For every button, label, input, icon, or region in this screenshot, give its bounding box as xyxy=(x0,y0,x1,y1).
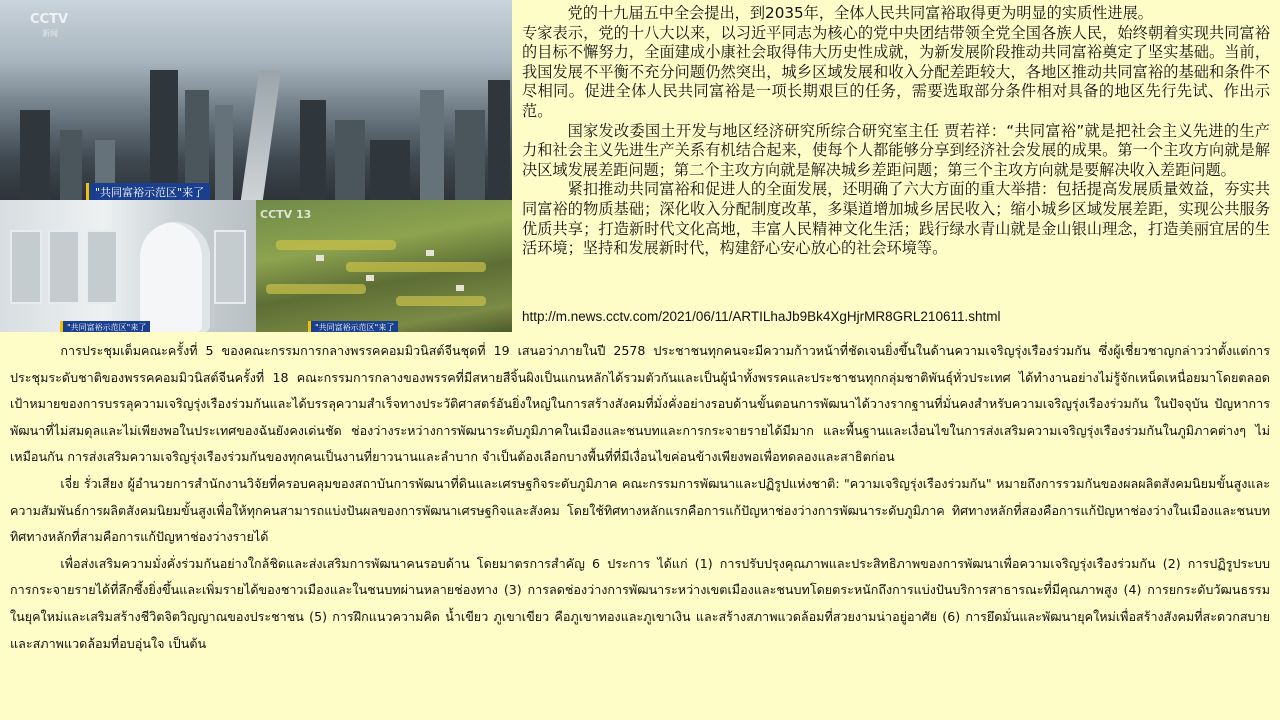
city-skyline-photo xyxy=(0,0,512,200)
photo-machine xyxy=(214,230,246,304)
cctv-logo-sub: 新闻 xyxy=(42,29,58,38)
photo-building xyxy=(150,70,178,200)
photo-building xyxy=(300,100,326,200)
photo-machine xyxy=(86,230,118,304)
video-caption: "共同富裕示范区"来了 xyxy=(60,321,150,332)
chinese-paragraph-4: 紧扣推动共同富裕和促进人的全面发展，还明确了六大方面的重大举措：包括提高发展质量效益，夯实共同富裕的物质基础；深化收入分配制度改革，多渠道增加城乡居民收入；缩小城乡区域发展差距，实现公共服务优质共享；打造新时代文化高地，丰富人民精神文化生活；践行绿水青山就是金山银山理念，打造美丽宜居的生活环境；坚持和发展新时代，构建舒心安心放心的社会环境等。 xyxy=(522,180,1270,258)
photo-house xyxy=(456,285,464,291)
photo-building xyxy=(215,105,233,200)
news-photo-collage xyxy=(0,0,512,332)
thai-paragraph-2: เจี่ย รั่วเสียง ผู้อำนวยการสำนักงานวิจัยที่ครอบคลุมของสถาบันการพัฒนาที่ดินและเศรษฐกิจระดับภูมิภาค คณะกรรมการพัฒนาและปฏิรูปแห่งชาติ: "ความเจริญรุ่งเรืองร่วมกัน" หมายถึงการรวมกันของผลผลิตสังคมนิยมขั้นสูงและความสัมพันธ์การผลิตสังคมนิยมขั้นสูงเพื่อให้ทุกคนสามารถแบ่งปันผลของการพัฒนาเศรษฐกิจและสังคม โดยใช้ทิศทางหลักแรกคือการแก้ปัญหาช่องว่างการพัฒนาระดับภูมิภาค ทิศทางหลักที่สองคือการแก้ปัญหาช่องว่างในเมืองและชนบท ทิศทางหลักที่สามคือการแก้ปัญหาช่องว่างรายได้ xyxy=(10,475,1270,545)
chinese-paragraph-3: 国家发改委国土开发与地区经济研究所综合研究室主任 贾若祥：“共同富裕”就是把社会主义先进的生产力和社会主义先进生产关系有机结合起来，使每个人都能够分享到经济社会发展的成果。第一个主攻方向就是解决区域发展差距问题；第二个主攻方向就是解决城乡差距问题；第三个主攻方向就是要解决收入差距问题。 xyxy=(522,121,1270,179)
video-caption: "共同富裕示范区"来了 xyxy=(308,321,398,332)
photo-field xyxy=(346,262,486,272)
photo-machine xyxy=(10,230,42,304)
village-aerial-photo xyxy=(256,200,512,332)
thai-paragraph-1: การประชุมเต็มคณะครั้งที่ 5 ของคณะกรรมการกลางพรรคคอมมิวนิสต์จีนชุดที่ 19 เสนอว่าภายในปี 2578 ประชาชนทุกคนจะมีความก้าวหน้าที่ชัดเจนยิ่งขึ้นในด้านความเจริญรุ่งเรืองร่วมกัน ซึ่งผู้เชี่ยวชาญกล่าวว่าตั้งแต่การประชุมระดับชาติของพรรคคอมมิวนิสต์จีนครั้งที่ 18 คณะกรรมการกลางของพรรคที่มีสหายสีจิ้นผิงเป็นแกนหลักได้รวมตัวกันและเป็นผู้นำทั้งพรรคและประชาชนทุกกลุ่มชาติพันธุ์ทั่วประเทศ ได้ทำงานอย่างไม่รู้จักเหน็ดเหนื่อยมาโดยตลอด เป้าหมายของการบรรลุความเจริญรุ่งเรืองร่วมกันและได้บรรลุความสำเร็จทางประวัติศาสตร์อันยิ่งใหญ่ในการสร้างสังคมที่มั่งคั่งอย่างรอบด้านขั้นตอนการพัฒนาได้วางรากฐานที่มั่นคงสำหรับความเจริญรุ่งเรืองร่วมกัน ในปัจจุบัน ปัญหาการพัฒนาที่ไม่สมดุลและไม่เพียงพอในประเทศของฉันยังคงเด่นชัด ช่องว่างระหว่างการพัฒนาระดับภูมิภาคในเมืองและชนบทและการกระจายรายได้มีมาก และพื้นฐานและเงื่อนไขในการส่งเสริมความเจริญรุ่งเรืองร่วมกันในภูมิภาคต่างๆ ไม่เหมือนกัน การส่งเสริมความเจริญรุ่งเรืองร่วมกันของทุกคนเป็นงานที่ยาวนานและลำบาก จำเป็นต้องเลือกบางพื้นที่ที่มีเงื่อนไขค่อนข้างเพียงพอเพื่อทดลองและสาธิตก่อน xyxy=(10,343,1270,465)
photo-building xyxy=(455,110,485,200)
photo-field xyxy=(266,284,366,294)
photo-house xyxy=(426,250,434,256)
chinese-paragraph-1: 党的十九届五中全会提出，到2035年，全体人民共同富裕取得更为明显的实质性进展。 xyxy=(567,4,1153,22)
photo-house xyxy=(316,255,324,261)
photo-machine xyxy=(48,230,80,304)
cctv-logo: CCTV xyxy=(30,12,69,27)
thai-translation xyxy=(10,338,1270,657)
cleanroom-worker xyxy=(140,222,210,332)
video-caption: "共同富裕示范区"来了 xyxy=(86,183,210,200)
chinese-paragraph-2: 专家表示，党的十八大以来，以习近平同志为核心的党中央团结带领全党全国各族人民，始终朝着实现共同富裕的目标不懈努力，全面建成小康社会取得伟大历史性成就，为新发展阶段推动共同富裕奠定了坚实基础。当前，我国发展不平衡不充分问题仍然突出，城乡区域发展和收入分配差距较大，各地区推动共同富裕的基础和条件不尽相同。促进全体人民共同富裕是一项长期艰巨的任务，需要选取部分条件相对具备的地区先行先试、作出示范。 xyxy=(522,23,1270,120)
source-url[interactable]: http://m.news.cctv.com/2021/06/11/ARTILhaJb9Bk4XgHjrMR8GRL210611.shtml xyxy=(522,309,1001,324)
photo-field xyxy=(396,296,486,306)
cleanroom-photo xyxy=(0,200,256,332)
cctv13-logo: CCTV 13 xyxy=(260,208,312,221)
photo-building xyxy=(20,110,50,200)
photo-house xyxy=(366,275,374,281)
photo-building xyxy=(335,120,365,200)
photo-building xyxy=(370,140,410,200)
photo-road xyxy=(241,70,281,200)
thai-paragraph-3: เพื่อส่งเสริมความมั่งคั่งร่วมกันอย่างใกล้ชิดและส่งเสริมการพัฒนาคนรอบด้าน โดยมาตรการสำคัญ 6 ประการ ได้แก่ (1) การปรับปรุงคุณภาพและประสิทธิภาพของการพัฒนาเพื่อความเจริญรุ่งเรืองร่วมกัน (2) การปฏิรูประบบการกระจายรายได้ที่ลึกซึ้งยิ่งขึ้นและเพิ่มรายได้ของชาวเมืองและในชนบทผ่านหลายช่องทาง (3) การลดช่องว่างการพัฒนาระหว่างเขตเมืองและชนบทโดยตระหนักถึงการแบ่งปันบริการสาธารณะที่มีคุณภาพสูง (4) การยกระดับวัฒนธรรมในยุคใหม่และเสริมสร้างชีวิตจิตวิญญาณของประชาชน (5) การฝึกแนวความคิด น้ำเขียว ภูเขาเขียว คือภูเขาทองและภูเขาเงิน และสร้างสภาพแวดล้อมที่สวยงามน่าอยู่อาศัย (6) การยึดมั่นและพัฒนายุคใหม่เพื่อสร้างสังคมที่สะดวกสบายและสภาพแวดล้อมที่อบอุ่นใจ เป็นต้น xyxy=(10,555,1270,651)
photo-building xyxy=(420,90,444,200)
photo-building xyxy=(488,80,510,200)
photo-field xyxy=(276,240,396,250)
chinese-article xyxy=(522,4,1270,259)
photo-building xyxy=(60,130,82,200)
